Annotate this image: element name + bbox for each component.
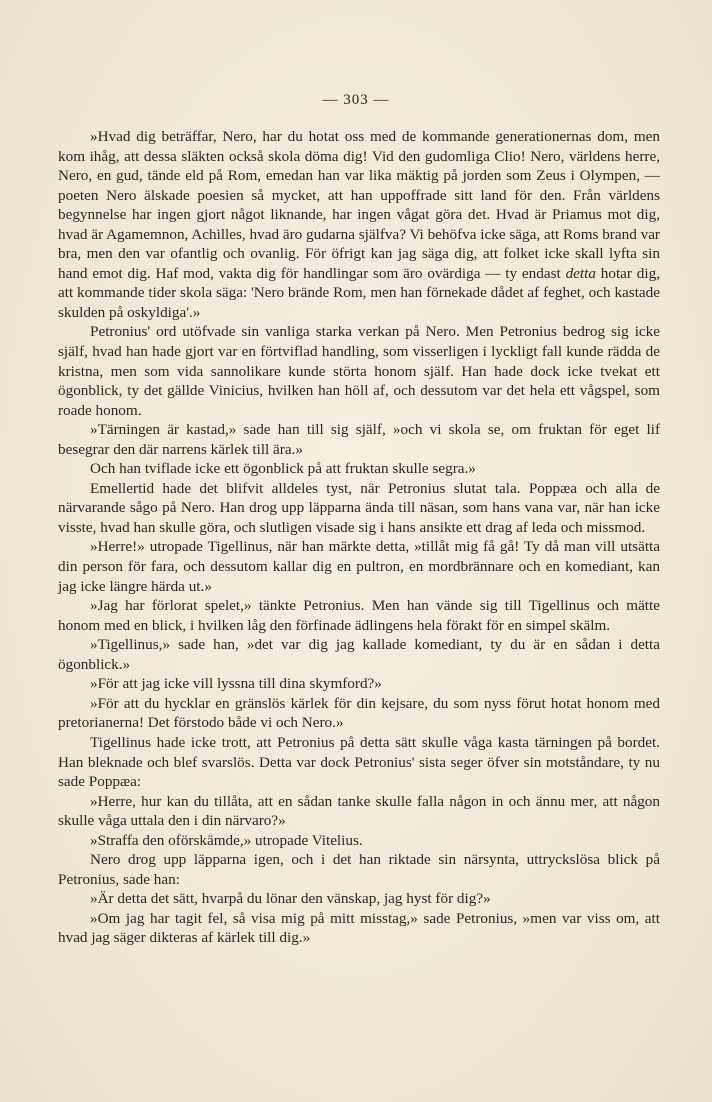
paragraph: Emellertid hade det blifvit alldeles tyst, när Petronius slutat tala. Poppæa och alla de närvarande sågo på Nero. Han drog upp läpparna ända till näsan, som hans vana var, när han icke visste, hvad han skulle göra, och slutligen visade sig i hans ansikte ett drag af leda och missmod.: [58, 479, 660, 536]
paragraph: »Tigellinus,» sade han, »det var dig jag kallade komediant, ty du är en sådan i detta ögonblick.»: [58, 636, 660, 673]
paragraph-text: hotar dig, att kommande tider skola säga: 'Nero brände Rom, men han förnekade dådet af feghet, och kastade skulden på oskyldiga'.»: [58, 264, 660, 321]
emphasized-word: detta: [565, 264, 596, 282]
paragraph: »För att du hycklar en gränslös kärlek för din kejsare, du som nyss förut hotat honom med pretorianerna! Det förstodo både vi och Nero.»: [58, 694, 660, 732]
page-number: — 303 —: [322, 92, 390, 108]
paragraph: »Är detta det sätt, hvarpå du lönar den vänskap, jag hyst för dig?»: [90, 890, 491, 908]
paragraph: Tigellinus hade icke trott, att Petronius på detta sätt skulle våga kasta tärningen på bordet. Han bleknade och blef svarslös. Detta var dock Petronius' sista seger öfver sin motståndare, ty nu sade Poppæa:: [58, 733, 660, 791]
paragraph: »Jag har förlorat spelet,» tänkte Petronius. Men han vände sig till Tigellinus och mätte honom med en blick, i hvilken låg den förfinade ädlingens hela förakt för en simpel skälm.: [58, 597, 660, 634]
paragraph: Petronius' ord utöfvade sin vanliga starka verkan på Nero. Men Petronius bedrog sig icke själf, hvad han hade gjort var en förtviflad handling, som visserligen i lyckligt fall kunde rädda de kristna, men som vida sannolikare kunde störta honom själf. Han hade dock icke tvekat ett ögonblick, ty det gällde Vinicius, hvilken han höll af, och dessutom var det hela ett vågspel, som roade honom.: [58, 323, 660, 419]
paragraph: [58, 127, 660, 322]
paragraph: »För att jag icke vill lyssna till dina skymford?»: [90, 675, 382, 693]
paragraph: »Straffa den oförskämde,» utropade Vitelius.: [90, 831, 363, 849]
paragraph: »Herre!» utropade Tigellinus, när han märkte detta, »tillåt mig få gå! Ty då man vill utsätta din person för fara, och dessutom kallar dig en pultron, en mordbrännare och en komediant, kan jag icke längre härda ut.»: [58, 538, 660, 595]
paragraph-text: »Hvad dig beträffar, Nero, har du hotat oss med de kommande generationernas dom, men kom ihåg, att dessa släkten också skola döma dig! Vid den gudomliga Clio! Nero, världens herre, Nero, en gud, tände eld på Rom, emedan han var lika mäktig på jorden som Zeus i Olympen, — poeten Nero älskade poesien så mycket, att han uppoffrade sitt land för den. Från världens begynnelse har ingen gjort något liknande, har ingen vågat göra det. Hvad är Priamus mot dig, hvad är Agamemnon, Achilles, hvad äro gudarna själfva? Vi behöfva icke säga, att Roms brand var bra, men den var ofantlig och ovanlig. För öfrigt kan jag säga dig, att folket icke skall lyfta sin hand emot dig. Haf mod, vakta dig för handlingar som äro ovärdiga — ty endast: [58, 128, 660, 282]
paragraph: »Om jag har tagit fel, så visa mig på mitt misstag,» sade Petronius, »men var viss om, att hvad jag säger dikteras af kärlek till dig.»: [58, 909, 660, 947]
body-text: [58, 127, 660, 948]
paragraph: Nero drog upp läpparna igen, och i det han riktade sin närsynta, uttryckslösa blick på Petronius, sade han:: [58, 851, 660, 888]
paragraph: Och han tviflade icke ett ögonblick på att fruktan skulle segra.»: [90, 460, 476, 478]
paragraph: »Tärningen är kastad,» sade han till sig själf, »och vi skola se, om fruktan för eget lif besegrar den där narrens kärlek till ära.»: [58, 421, 660, 458]
paragraph: »Herre, hur kan du tillåta, att en sådan tanke skulle falla någon in och ännu mer, att någon skulle våga uttala den i din närvaro?»: [58, 792, 660, 830]
